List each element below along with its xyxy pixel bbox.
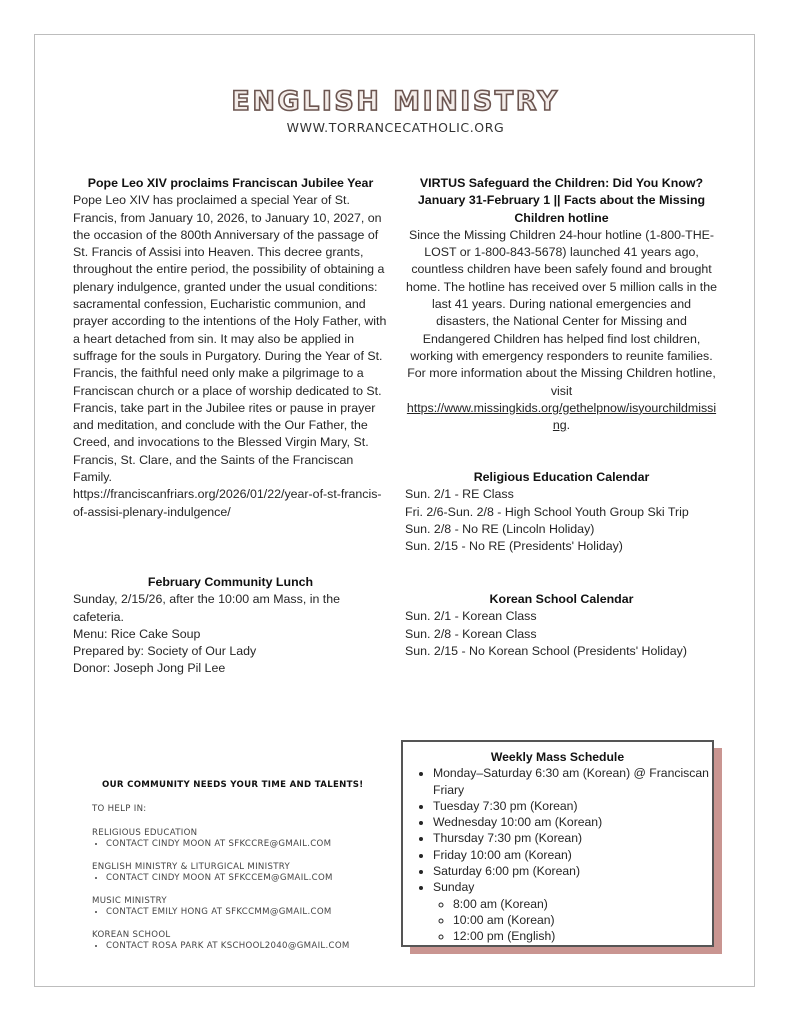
lunch-menu: Menu: Rice Cake Soup bbox=[73, 626, 201, 641]
group-contact: • CONTACT CINDY MOON AT SFKCCRE@GMAIL.COM bbox=[106, 839, 372, 850]
sunday-mass-item: ◦ 8:00 am (Korean) bbox=[453, 896, 712, 912]
community-section bbox=[92, 780, 372, 964]
korean-calendar-heading: Korean School Calendar bbox=[489, 592, 634, 606]
community-heading: OUR COMMUNITY NEEDS YOUR TIME AND TALENTS! bbox=[102, 780, 364, 790]
virtus-heading-1: VIRTUS Safeguard the Children: Did You Know? bbox=[419, 176, 704, 190]
korean-calendar-item: Sun. 2/8 - Korean Class bbox=[405, 626, 537, 641]
group-title: RELIGIOUS EDUCATION bbox=[92, 828, 198, 838]
mass-schedule-box bbox=[401, 740, 714, 947]
group-contact: • CONTACT CINDY MOON AT SFKCCEM@GMAIL.COM bbox=[106, 873, 372, 884]
community-group bbox=[92, 828, 372, 850]
lunch-section bbox=[73, 574, 388, 678]
community-group bbox=[92, 930, 372, 952]
website-url[interactable]: WWW.TORRANCECATHOLIC.ORG bbox=[286, 120, 505, 135]
korean-calendar-item: Sun. 2/15 - No Korean School (Presidents' Holiday) bbox=[405, 643, 687, 658]
re-calendar-heading: Religious Education Calendar bbox=[473, 470, 650, 484]
group-title: MUSIC MINISTRY bbox=[92, 896, 167, 906]
sunday-label: Sunday bbox=[433, 880, 475, 895]
community-group bbox=[92, 862, 372, 884]
jubilee-source-url[interactable]: https://franciscanfriars.org/2026/01/22/year-of-st-francis-of-assisi-plenary-indulgence/ bbox=[73, 487, 382, 519]
mass-item: • Thursday 7:30 pm (Korean) bbox=[433, 830, 712, 846]
sunday-mass-item: ◦ 10:00 am (Korean) bbox=[453, 912, 712, 928]
group-title: KOREAN SCHOOL bbox=[92, 930, 171, 940]
virtus-heading-2: January 31-February 1 || Facts about the Missing Children hotline bbox=[417, 193, 706, 225]
community-group bbox=[92, 896, 372, 918]
group-title: ENGLISH MINISTRY & LITURGICAL MINISTRY bbox=[92, 862, 291, 872]
lunch-prepared-by: Prepared by: Society of Our Lady bbox=[73, 644, 257, 659]
mass-schedule-list bbox=[403, 765, 712, 944]
re-calendar-item: Sun. 2/8 - No RE (Lincoln Holiday) bbox=[405, 521, 595, 536]
virtus-body: Since the Missing Children 24-hour hotline (1-800-THE-LOST or 1-800-843-5678) launched 41 years ago, countless children have been safely found and brought home. The hotline has received over 5 million calls in the last 41 years. During national emergencies and disasters, the National Center for Missing and Endangered Children has helped find lost children, working with emergency responders to reunite families. For more information about the Missing Children hotline, visit bbox=[405, 227, 718, 398]
re-calendar-item: Sun. 2/1 - RE Class bbox=[405, 487, 514, 502]
jubilee-heading: Pope Leo XIV proclaims Franciscan Jubilee Year bbox=[87, 176, 374, 190]
korean-calendar-section bbox=[405, 591, 718, 660]
sunday-mass-list bbox=[433, 896, 712, 945]
jubilee-section bbox=[73, 175, 388, 521]
korean-calendar-item: Sun. 2/1 - Korean Class bbox=[405, 609, 537, 624]
lunch-donor: Donor: Joseph Jong Pil Lee bbox=[73, 661, 226, 676]
lunch-heading: February Community Lunch bbox=[147, 575, 314, 589]
group-contact: • CONTACT EMILY HONG AT SFKCCMM@GMAIL.COM bbox=[106, 907, 372, 918]
re-calendar-section bbox=[405, 469, 718, 555]
jubilee-body: Pope Leo XIV has proclaimed a special Year of St. Francis, from January 10, 2026, to January 10, 2027, on the occasion of the 800th Anniversary of the passage of St. Francis of Assisi into Heaven. This decree grants, throughout the entire period, the possibility of obtaining a plenary indulgence, granted under the usual conditions: sacramental confession, Eucharistic communion, and prayer according to the intentions of the Holy Father, with a heart detached from sin. It may also be applied in suffrage for the souls in Purgatory. During the Year of St. Francis, the faithful need only make a pilgrimage to a Franciscan church or a place of worship dedicated to St. Francis, take part in the Jubilee rites or pause in prayer and meditation, and conclude with the Our Father, the Creed, and invocations to the Blessed Virgin Mary, St. Francis, St. Clare, and the Saints of the Franciscan Family. bbox=[73, 193, 387, 485]
re-calendar-item: Fri. 2/6-Sun. 2/8 - High School Youth Group Ski Trip bbox=[405, 504, 689, 519]
community-subheading: TO HELP IN: bbox=[92, 804, 147, 814]
page-header bbox=[0, 86, 791, 135]
link-suffix: . bbox=[566, 418, 571, 433]
mass-item-sunday bbox=[433, 879, 712, 944]
mass-schedule-heading: Weekly Mass Schedule bbox=[490, 750, 625, 764]
mass-item: • Friday 10:00 am (Korean) bbox=[433, 847, 712, 863]
lunch-when: Sunday, 2/15/26, after the 10:00 am Mass, in the cafeteria. bbox=[73, 592, 341, 624]
virtus-section bbox=[405, 175, 718, 434]
page-title: ENGLISH MINISTRY bbox=[231, 86, 560, 117]
mass-item: • Saturday 6:00 pm (Korean) bbox=[433, 863, 712, 879]
group-contact: • CONTACT ROSA PARK AT KSCHOOL2040@GMAIL.COM bbox=[106, 941, 372, 952]
mass-item: • Tuesday 7:30 pm (Korean) bbox=[433, 798, 712, 814]
mass-item: • Wednesday 10:00 am (Korean) bbox=[433, 814, 712, 830]
mass-item: • Monday–Saturday 6:30 am (Korean) @ Franciscan Friary bbox=[433, 765, 712, 798]
sunday-mass-item: ◦ 12:00 pm (English) bbox=[453, 928, 712, 944]
re-calendar-item: Sun. 2/15 - No RE (Presidents' Holiday) bbox=[405, 539, 623, 554]
missingkids-link[interactable]: https://www.missingkids.org/gethelpnow/isyourchildmissing bbox=[406, 400, 717, 433]
